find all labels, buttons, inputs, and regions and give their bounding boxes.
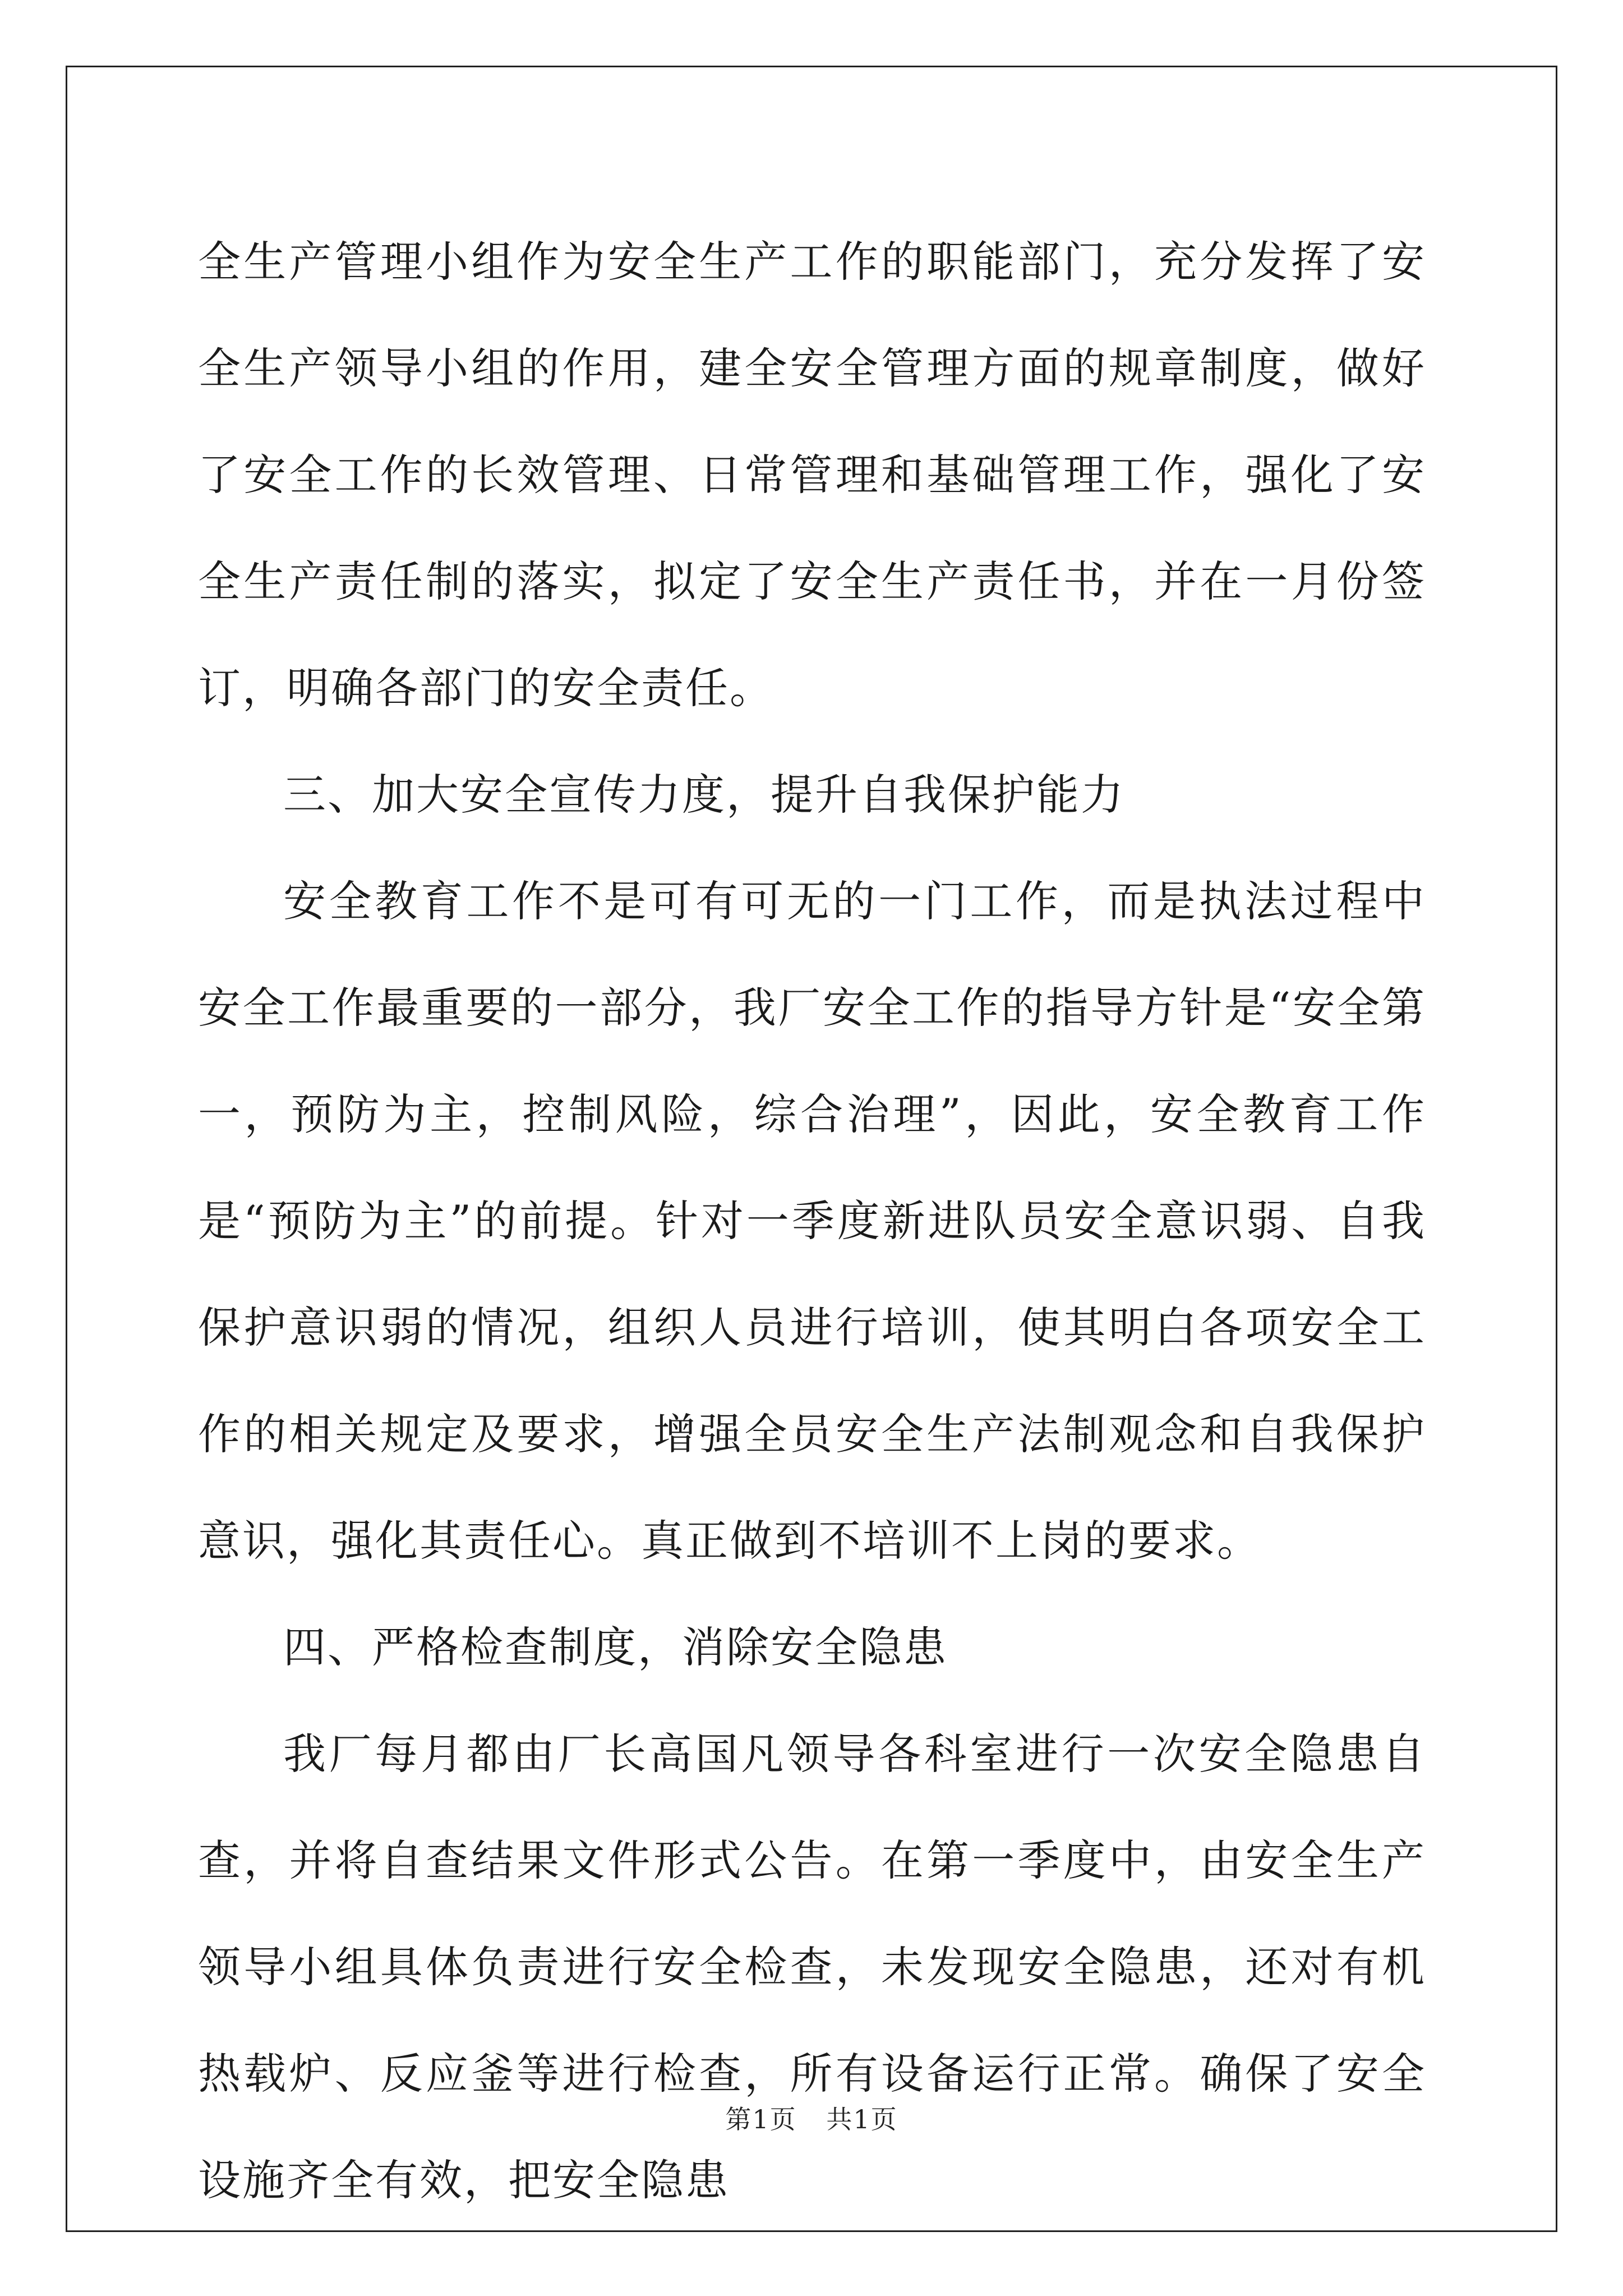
page-total: 共1页 bbox=[826, 2104, 898, 2134]
page-footer bbox=[0, 2099, 1623, 2136]
section-heading-publicity: 三、加大安全宣传力度，提升自我保护能力 bbox=[283, 770, 1125, 820]
paragraph-responsibility: 全生产管理小组作为安全生产工作的职能部门，充分发挥了安全生产领导小组的作用，建全安全管理方面的规章制度，做好了安全工作的长效管理、日常管理和基础管理工作，强化了安全生产责任制的落实，拟定了安全生产责任书，并在一月份签订，明确各部门的安全责任。 bbox=[198, 237, 1426, 713]
section-heading-inspection: 四、严格检查制度，消除安全隐患 bbox=[283, 1622, 948, 1672]
document-body bbox=[198, 209, 1426, 2234]
paragraph-safety-education: 安全教育工作不是可有可无的一门工作，而是执法过程中安全工作最重要的一部分，我厂安全工作的指导方针是“安全第一，预防为主，控制风险，综合治理”，因此，安全教育工作是“预防为主”的前提。针对一季度新进队员安全意识弱、自我保护意识弱的情况，组织人员进行培训，使其明白各项安全工作的相关规定及要求，增强全员安全生产法制观念和自我保护意识，强化其责任心。真正做到不培训不上岗的要求。 bbox=[198, 876, 1426, 1566]
page-number: 第1页 bbox=[725, 2104, 797, 2134]
paragraph-inspection: 我厂每月都由厂长高国凡领导各科室进行一次安全隐患自查，并将自查结果文件形式公告。在第一季度中，由安全生产领导小组具体负责进行安全检查，未发现安全隐患，还对有机热载炉、反应釜等进行检查，所有设备运行正常。确保了安全设施齐全有效，把安全隐患 bbox=[198, 1729, 1426, 2205]
